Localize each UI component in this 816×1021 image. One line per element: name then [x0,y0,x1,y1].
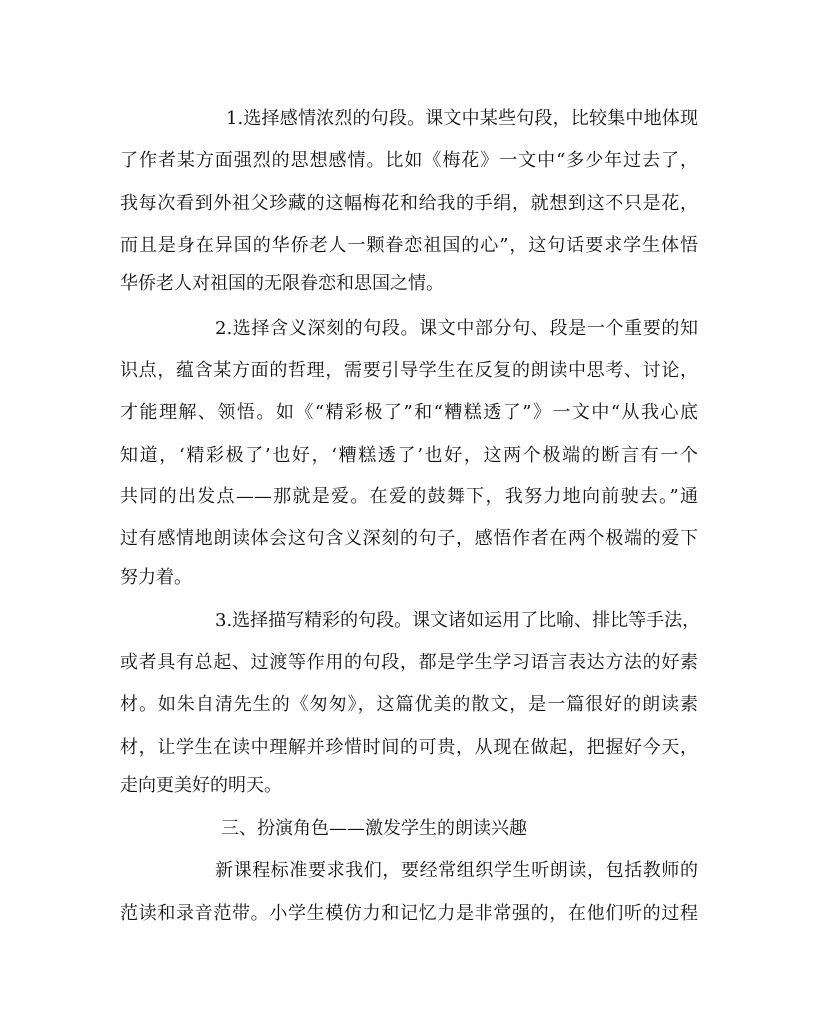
final-paragraph-line-2: 范读和录音范带。小学生模仿力和记忆力是非常强的，在他们听的过程 [120,903,698,924]
paragraph-3-line-3: 材。如朱自清先生的《匆匆》，这篇优美的散文，是一篇很好的朗读素 [120,694,698,715]
paragraph-1-line-3: 我每次看到外祖父珍藏的这幅梅花和给我的手绢，就想到这不只是花， [120,193,698,214]
paragraph-2-line-7: 努力着。 [120,567,192,588]
paragraph-3-line-2: 或者具有总起、过渡等作用的句段，都是学生学习语言表达方法的好素 [120,652,698,673]
paragraph-2-line-1: 2.选择含义深刻的句段。课文中部分句、段是一个重要的知 [215,318,698,339]
paragraph-2-line-4: 知道，‘精彩极了’也好，‘糟糕透了’也好，这两个极端的断言有一个 [120,445,698,466]
paragraph-2-line-5: 共同的出发点——那就是爱。在爱的鼓舞下，我努力地向前驶去。”通 [120,486,698,507]
paragraph-2-line-2: 识点，蕴含某方面的哲理，需要引导学生在反复的朗读中思考、讨论， [120,360,698,381]
paragraph-3-line-1: 3.选择描写精彩的句段。课文诸如运用了比喻、排比等手法， [215,610,701,631]
paragraph-2-line-6: 过有感情地朗读体会这句含义深刻的句子，感悟作者在两个极端的爱下 [120,528,698,549]
paragraph-3-line-5: 走向更美好的明天。 [120,775,282,796]
paragraph-1-line-1: 1.选择感情浓烈的句段。课文中某些句段，比较集中地体现 [226,108,698,129]
paragraph-1-line-5: 华侨老人对祖国的无限眷恋和思国之情。 [120,273,444,294]
paragraph-2-line-3: 才能理解、领悟。如《“精彩极了”和“糟糕透了”》一文中“从我心底 [120,402,698,423]
paragraph-1-line-2: 了作者某方面强烈的思想感情。比如《梅花》一文中“多少年过去了， [120,150,698,171]
section-heading: 三、扮演角色——激发学生的朗读兴趣 [221,818,527,839]
final-paragraph-line-1: 新课程标准要求我们，要经常组织学生听朗读，包括教师的 [215,860,698,881]
paragraph-3-line-4: 材，让学生在读中理解并珍惜时间的可贵，从现在做起，把握好今天， [120,737,698,758]
paragraph-1-line-4: 而且是身在异国的华侨老人一颗眷恋祖国的心”，这句话要求学生体悟 [120,235,698,256]
